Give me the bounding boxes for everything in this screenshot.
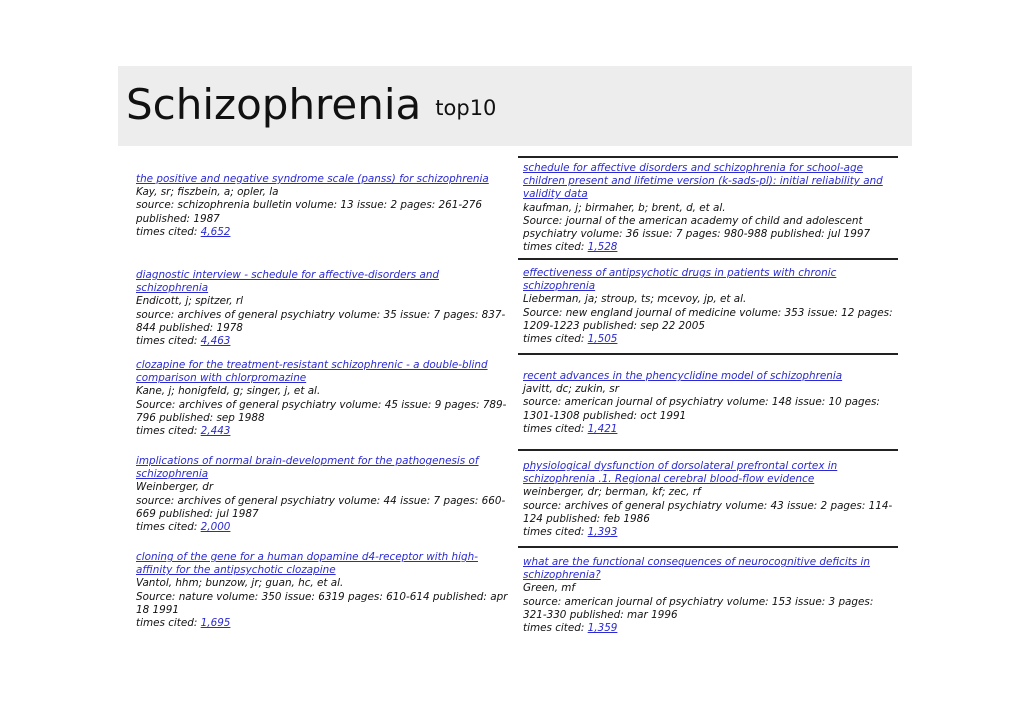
article-title-link[interactable]: implications of normal brain-development for the pathogenesis of schizophrenia — [136, 455, 479, 481]
article-title-link[interactable]: physiological dysfunction of dorsolateral prefrontal cortex in schizophrenia .1. Regional cerebral blood-flow evidence — [523, 460, 838, 486]
source: Source: archives of general psychiatry volume: 45 issue: 9 pages: 789-796 published: sep 1988 — [136, 398, 507, 424]
source: source: schizophrenia bulletin volume: 13 issue: 2 pages: 261-276 published: 1987 — [136, 199, 482, 225]
citation-entry — [136, 359, 508, 438]
source: source: archives of general psychiatry volume: 43 issue: 2 pages: 114-124 published: feb 1986 — [523, 499, 893, 525]
times-cited-link[interactable]: 1,393 — [587, 526, 618, 539]
source: Source: journal of the american academy of child and adolescent psychiatry volume: 36 issue: 7 pages: 980-988 published: jul 1997 — [523, 214, 871, 241]
authors: kaufman, j; birmaher, b; brent, d, et al. — [523, 201, 726, 214]
times-cited: times cited: 1,505 — [523, 333, 618, 346]
times-cited-link[interactable]: 4,652 — [200, 225, 231, 238]
times-cited: times cited: 2,000 — [136, 521, 231, 534]
citation-entry — [523, 460, 895, 539]
times-cited-link[interactable]: 1,505 — [587, 333, 618, 346]
times-cited-link[interactable]: 2,443 — [200, 425, 231, 438]
citation-entry — [136, 455, 508, 534]
authors: Green, mf — [523, 582, 576, 595]
source: source: archives of general psychiatry volume: 35 issue: 7 pages: 837-844 published: 1978 — [136, 308, 506, 334]
authors: javitt, dc; zukin, sr — [523, 383, 619, 396]
times-cited: times cited: 2,443 — [136, 425, 231, 438]
article-title-link[interactable]: schedule for affective disorders and schizophrenia for school-age children present and lifetime version (k-sads-pl): initial reliability and validity data — [523, 162, 883, 201]
times-cited: times cited: 1,421 — [523, 422, 618, 435]
times-cited-link[interactable]: 1,695 — [200, 617, 231, 630]
authors: Weinberger, dr — [136, 481, 214, 494]
times-cited: times cited: 1,359 — [523, 622, 618, 635]
article-title-link[interactable]: clozapine for the treatment-resistant schizophrenic - a double-blind comparison with chlorpromazine — [136, 359, 488, 385]
citation-entry — [136, 269, 508, 348]
page-title: Schizophrenia top10 — [126, 80, 497, 129]
divider — [518, 258, 898, 260]
authors: Endicott, j; spitzer, rl — [136, 295, 244, 308]
authors: weinberger, dr; berman, kf; zec, rf — [523, 486, 701, 499]
times-cited: times cited: 4,652 — [136, 225, 231, 238]
source: source: archives of general psychiatry volume: 44 issue: 7 pages: 660-669 published: jul 1987 — [136, 494, 506, 520]
article-title-link[interactable]: recent advances in the phencyclidine model of schizophrenia — [523, 370, 843, 382]
article-title-link[interactable]: diagnostic interview - schedule for affective-disorders and schizophrenia — [136, 269, 440, 295]
times-cited-link[interactable]: 1,421 — [587, 422, 618, 435]
source: Source: new england journal of medicine volume: 353 issue: 12 pages: 1209-1223 published: sep 22 2005 — [523, 306, 893, 332]
authors: Kay, sr; fiszbein, a; opler, la — [136, 186, 279, 199]
article-title-link[interactable]: cloning of the gene for a human dopamine d4-receptor with high-affinity for the antipsychotic clozapine — [136, 551, 478, 577]
times-cited: times cited: 1,695 — [136, 617, 231, 630]
times-cited-link[interactable]: 1,528 — [587, 241, 618, 254]
times-cited: times cited: 1,393 — [523, 526, 618, 539]
source: source: american journal of psychiatry volume: 153 issue: 3 pages: 321-330 published: mar 1996 — [523, 595, 874, 621]
authors: Kane, j; honigfeld, g; singer, j, et al. — [136, 385, 321, 398]
citation-entry — [136, 173, 508, 239]
times-cited-link[interactable]: 4,463 — [200, 335, 231, 348]
source: source: american journal of psychiatry volume: 148 issue: 10 pages: 1301-1308 published: oct 1991 — [523, 396, 880, 422]
article-title-link[interactable]: effectiveness of antipsychotic drugs in patients with chronic schizophrenia — [523, 267, 837, 293]
divider — [518, 546, 898, 548]
divider — [518, 353, 898, 355]
citation-entry — [523, 162, 895, 254]
times-cited-link[interactable]: 1,359 — [587, 622, 618, 635]
citation-entry — [136, 551, 508, 630]
authors: Lieberman, ja; stroup, ts; mcevoy, jp, et al. — [523, 293, 747, 306]
citation-entry — [523, 370, 895, 436]
source: Source: nature volume: 350 issue: 6319 pages: 610-614 published: apr 18 1991 — [136, 590, 508, 616]
times-cited: times cited: 4,463 — [136, 335, 231, 348]
page-subtitle: top10 — [435, 96, 497, 120]
times-cited: times cited: 1,528 — [523, 241, 618, 254]
divider — [518, 449, 898, 451]
citation-entry — [523, 267, 895, 346]
article-title-link[interactable]: the positive and negative syndrome scale (panss) for schizophrenia — [136, 173, 489, 185]
citation-entry — [523, 556, 895, 635]
divider — [518, 156, 898, 158]
times-cited-link[interactable]: 2,000 — [200, 521, 231, 534]
authors: Vantol, hhm; bunzow, jr; guan, hc, et al. — [136, 577, 344, 590]
article-title-link[interactable]: what are the functional consequences of neurocognitive deficits in schizophrenia? — [523, 556, 870, 582]
